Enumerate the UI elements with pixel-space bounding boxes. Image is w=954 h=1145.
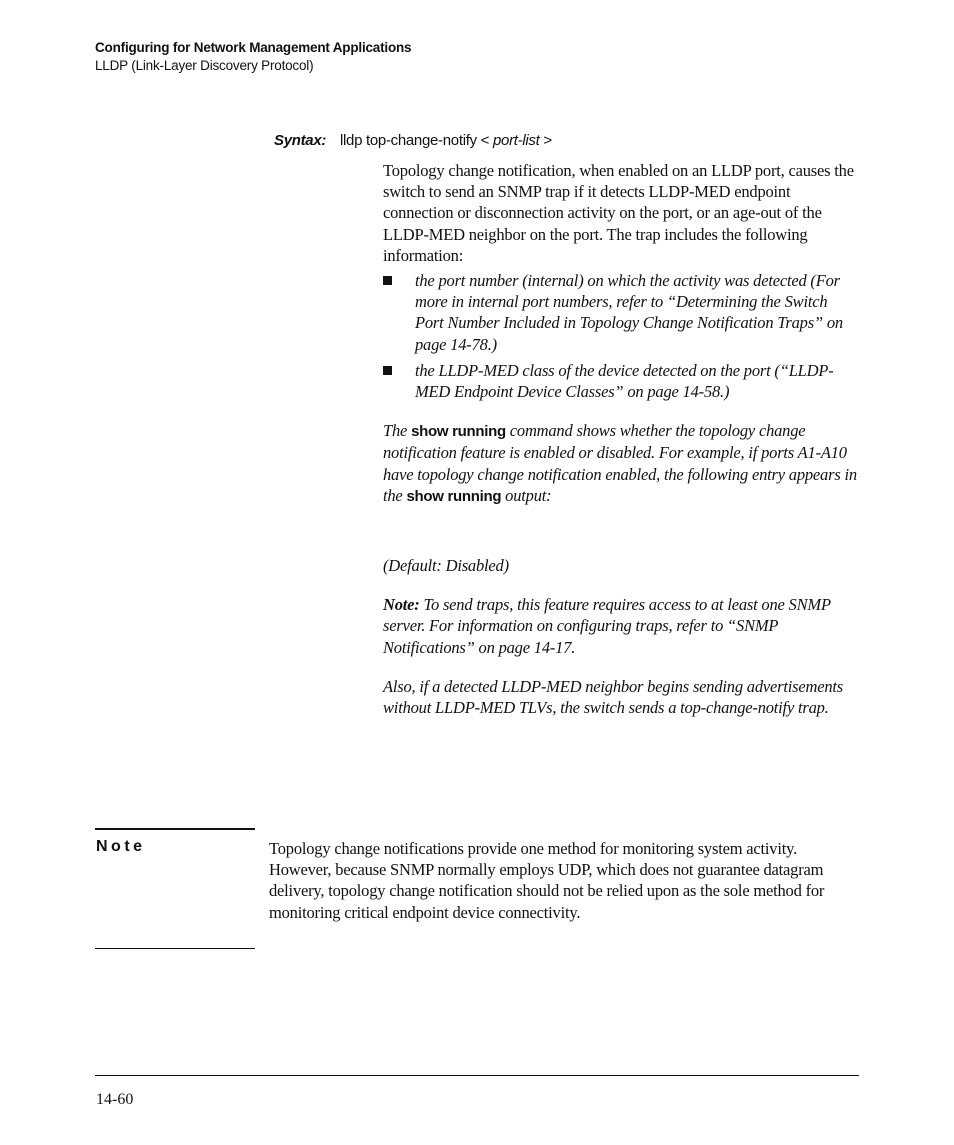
bullet-text: the LLDP-MED class of the device detected on the port (“LLDP-MED Endpoint Device Classes” on page 14-58.) bbox=[415, 360, 834, 402]
list-item bbox=[383, 360, 858, 402]
square-bullet-icon bbox=[383, 276, 392, 285]
command-description bbox=[383, 160, 858, 718]
default-value: (Default: Disabled) bbox=[383, 556, 509, 576]
intro-paragraph: Topology change notification, when enabled on an LLDP port, causes the switch to send an SNMP trap if it detects LLDP-MED endpoint connection or disconnection activity on the port, or an age-out of the LLDP-MED neighbor on the port. The trap includes the following information: bbox=[383, 161, 854, 265]
running-header-title: Configuring for Network Management Applications bbox=[95, 40, 412, 55]
inline-note-label: Note: bbox=[383, 595, 420, 615]
show-running-paragraph bbox=[383, 420, 858, 507]
also-paragraph: Also, if a detected LLDP-MED neighbor begins sending advertisements without LLDP-MED TLVs, the switch sends a top-change-notify trap. bbox=[383, 676, 843, 718]
syntax-label: Syntax: bbox=[274, 132, 327, 149]
list-item bbox=[383, 270, 858, 355]
show-running-command-2: show running bbox=[406, 487, 502, 505]
footer-rule bbox=[95, 1075, 859, 1076]
syntax-parameter: port-list bbox=[493, 132, 540, 149]
page-number: 14-60 bbox=[96, 1091, 134, 1108]
note-bottom-rule bbox=[95, 948, 255, 949]
syntax-command: lldp top-change-notify < bbox=[339, 132, 490, 149]
bullet-list bbox=[383, 270, 858, 402]
running-header-subtitle: LLDP (Link-Layer Discovery Protocol) bbox=[95, 58, 314, 73]
show-running-command-1: show running bbox=[411, 423, 506, 441]
show-running-text-1: The bbox=[383, 421, 408, 441]
inline-note-text: To send traps, this feature requires access to at least one SNMP server. For information on configuring traps, refer to “SNMP Notifications” on page 14-17. bbox=[383, 595, 831, 657]
bullet-text: the port number (internal) on which the activity was detected (For more in internal port numbers, refer to “Determining the Switch Port Number Included in Topology Change Notification Traps” on page 14-78.) bbox=[415, 271, 843, 354]
syntax-line bbox=[274, 132, 552, 149]
note-body: Topology change notifications provide one method for monitoring system activity. However, because SNMP normally employs UDP, which does not guarantee datagram delivery, topology change notification should not be relied upon as the sole method for monitoring critical endpoint device connectivity. bbox=[269, 839, 825, 922]
show-running-text-2: command shows whether the topology change notification feature is enabled or disabled. For example, if ports A1-A10 have topology change notification enabled, the following entry appears in the bbox=[383, 421, 857, 505]
syntax-close: > bbox=[543, 132, 552, 149]
square-bullet-icon bbox=[383, 366, 392, 375]
note-heading: Note bbox=[96, 838, 146, 855]
inline-note bbox=[383, 594, 858, 658]
note-top-rule bbox=[95, 828, 255, 830]
show-running-text-3: output: bbox=[505, 485, 552, 505]
